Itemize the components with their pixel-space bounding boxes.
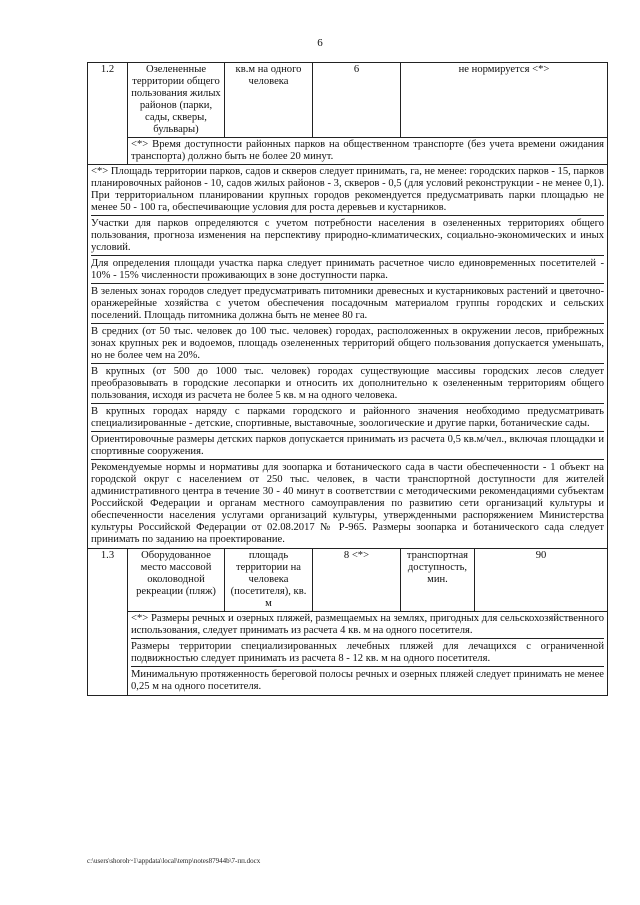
table-row-1-3-notes — [88, 612, 608, 696]
note-paragraph: Рекомендуемые нормы и нормативы для зоопарка и ботанического сада в части обеспеченности - 1 объект на городской округ с населением от 250 тыс. человек, в части транспортной доступности для жителей административного центра в течение 30 - 40 минут в соответствии с методическими рекомендациями субъектам Российской Федерации и органам местного самоуправления по развитию сети организаций культуры и обеспеченности населения услугами организаций культуры, утвержденными распоряжением Министерства культуры Российской Федерации от 02.08.2017 № Р-965. Размеры зоопарка и ботанического сада следует принимать по заданию на проектирование. — [91, 462, 604, 545]
unit-cell: площадь территории на человека (посетителя), кв. м — [225, 549, 313, 612]
table-row-1-3 — [88, 549, 608, 612]
notes-cell — [88, 165, 608, 549]
object-name-cell: Озелененные территории общего пользования жилых районов (парки, сады, скверы, бульвары) — [128, 63, 225, 138]
footnote-cell: <*> Время доступности районных парков на общественном транспорте (без учета времени ожидания транспорта) должно быть не более 20 минут. — [128, 138, 608, 165]
note-paragraph: Размеры территории специализированных лечебных пляжей для лечащихся с ограниченной подвижностью следует принимать из расчета 8 - 12 кв. м на одного посетителя. — [131, 641, 604, 667]
unit-cell: кв.м на одного человека — [225, 63, 313, 138]
note-paragraph: В крупных (от 500 до 1000 тыс. человек) городах существующие массивы городских лесов следует преобразовывать в городские лесопарки и относить их дополнительно к озелененным территориям общего пользования, исходя из расчета не более 5 кв. м на одного человека. — [91, 366, 604, 404]
page-number: 6 — [317, 37, 323, 49]
note-paragraph: Участки для парков определяются с учетом потребности населения в озелененных территориях общего пользования, прогноза изменения на перспективу природно-климатических, социально-экономических и иных условий. — [91, 218, 604, 256]
note-paragraph: <*> Размеры речных и озерных пляжей, размещаемых на землях, пригодных для сельскохозяйственного использования, следует принимать из расчета 4 кв. м на одного посетителя. — [131, 613, 604, 639]
row-number: 1.2 — [88, 63, 128, 165]
note-paragraph: Ориентировочные размеры детских парков допускается принимать из расчета 0,5 кв.м/чел., включая площадки и спортивные сооружения. — [91, 434, 604, 460]
note-paragraph: В крупных городах наряду с парками городского и районного значения необходимо предусматривать специализированные - детские, спортивные, выставочные, зоологические и другие парки, ботанические сады. — [91, 406, 604, 432]
note-paragraph: Минимальную протяженность береговой полосы речных и озерных пляжей следует принимать не менее 0,25 м на одного посетителя. — [131, 669, 604, 692]
access-cell: транспортная доступность, мин. — [401, 549, 475, 612]
note-paragraph: <*> Площадь территории парков, садов и скверов следует принимать, га, не менее: городских парков - 15, парков планировочных районов - 10, садов жилых районов - 3, скверов - 0,5 (для условий реконструкции - не менее 0,1). При территориальном планировании крупных городов рекомендуется предусматривать парки площадью не менее 50 - 100 га, обеспечивающие условия для роста деревьев и кустарников. — [91, 166, 604, 216]
table-row-1-2-note — [88, 138, 608, 165]
access-value-cell: 90 — [475, 549, 608, 612]
note-paragraph: Для определения площади участка парка следует принимать расчетное число единовременных посетителей - 10% - 15% численности проживающих в зоне доступности парка. — [91, 258, 604, 284]
value-cell: 6 — [313, 63, 401, 138]
row-number: 1.3 — [88, 549, 128, 696]
value-cell: 8 <*> — [313, 549, 401, 612]
table-row-notes — [88, 165, 608, 549]
footer-file-path: c:\users\shoroh~1\appdata\local\temp\notes87944b\7-пп.docx — [87, 857, 261, 865]
norms-table — [87, 62, 608, 696]
access-cell: не нормируется <*> — [401, 63, 608, 138]
footnote-cell — [128, 612, 608, 696]
object-name-cell: Оборудованное место массовой околоводной рекреации (пляж) — [128, 549, 225, 612]
note-paragraph: В средних (от 50 тыс. человек до 100 тыс. человек) городах, расположенных в окружении лесов, прибрежных зонах крупных рек и водоемов, площадь озелененных территорий общего пользования допускается уменьшать, но не более чем на 20%. — [91, 326, 604, 364]
table-row-1-2 — [88, 63, 608, 138]
note-paragraph: В зеленых зонах городов следует предусматривать питомники древесных и кустарниковых растений и цветочно-оранжерейные хозяйства с учетом обеспечения посадочным материалом группы городских и сельских поселений. Площадь питомника должна быть не менее 80 га. — [91, 286, 604, 324]
